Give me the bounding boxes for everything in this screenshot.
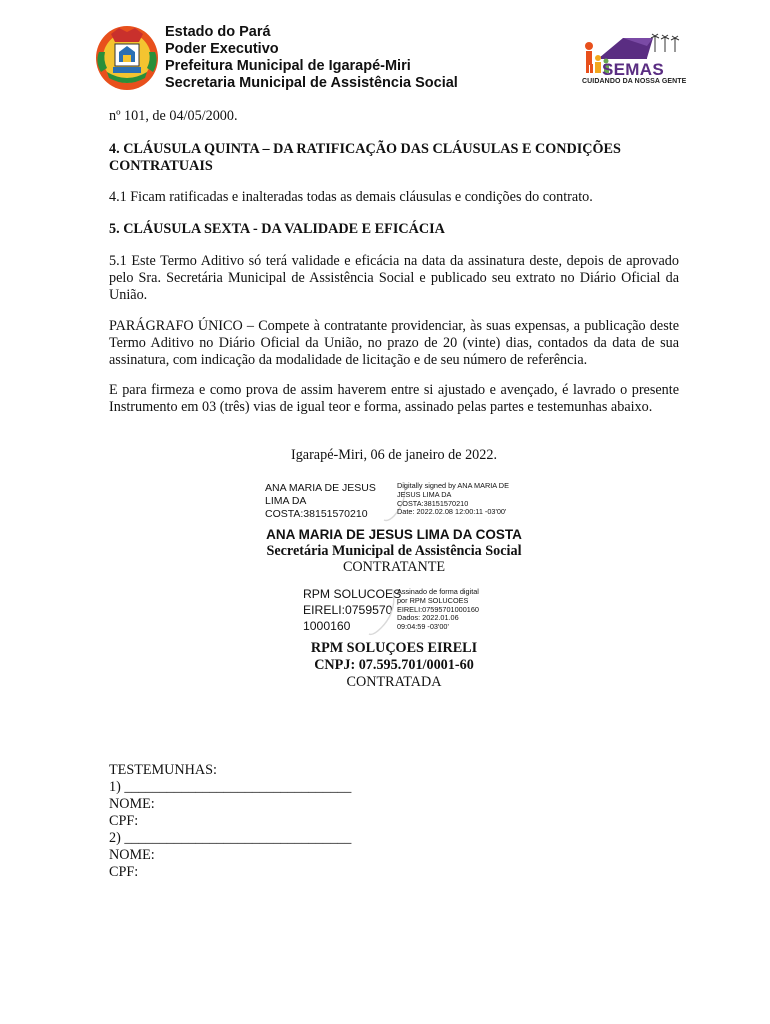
sig2-right-line: Dados: 2022.01.06 xyxy=(397,613,459,623)
witnesses-title: TESTEMUNHAS: xyxy=(109,762,217,778)
signature1-stamp-left xyxy=(265,482,395,522)
sig1-right-line: Date: 2022.02.08 12:00:11 -03'00' xyxy=(397,507,507,517)
sig2-right-line: EIRELI:07595701000160 xyxy=(397,604,479,614)
witness2-signature-line: 2) ________________________________ xyxy=(109,830,352,846)
header-line-state: Estado do Pará xyxy=(165,24,271,40)
signature2-flourish xyxy=(365,588,399,638)
sig1-right-line: JESUS LIMA DA xyxy=(397,489,452,499)
closing-paragraph: E para firmeza e como prova de assim haverem entre si ajustado e avençado, é lavrado o presente Instrumento em 03 (três) vias de igual teor e forma, assinado pelas partes e testemunhas abaixo. xyxy=(109,382,679,415)
sig2-right-line: por RPM SOLUCOES xyxy=(397,595,469,605)
sig1-right-line: Digitally signed by ANA MARIA DE xyxy=(397,481,509,490)
paragraph-unico: PARÁGRAFO ÚNICO – Compete à contratante providenciar, às suas expensas, a publicação deste Termo Aditivo no Diário Oficial da União, no prazo de 20 (vinte) dias, contados da data de sua assinatura, com indicação da modalidade de licitação e de seu número de referência. xyxy=(109,318,679,368)
section5-text: 5.1 Este Termo Aditivo só terá validade e eficácia na data da assinatura deste, depois de aprovado pelo Sra. Secretária Municipal de Assistência Social e publicado seu extrato no Diário Oficial da União. xyxy=(109,253,679,303)
sig1-left-line: ANA MARIA DE JESUS xyxy=(265,482,376,494)
signature1-stamp-right xyxy=(397,482,537,517)
header-line-city: Prefeitura Municipal de Igarapé-Miri xyxy=(165,58,411,74)
header-line-secretariat: Secretaria Municipal de Assistência Social xyxy=(165,75,458,91)
place-date: Igarapé-Miri, 06 de janeiro de 2022. xyxy=(290,447,498,463)
witness1-signature-line: 1) ________________________________ xyxy=(109,779,352,795)
sig2-right-line: 09:04:59 -03'00' xyxy=(397,622,449,632)
sig1-left-line: COSTA:38151570210 xyxy=(265,508,368,521)
witness2-cpf-label: CPF: xyxy=(109,864,139,880)
signature2-name: RPM SOLUÇOES EIRELI xyxy=(310,640,478,656)
signature1-role: Secretária Municipal de Assistência Social xyxy=(266,543,522,559)
semas-logo-text: SEMAS xyxy=(602,60,664,79)
signature2-stamp-right xyxy=(397,588,507,632)
sig2-left-line: RPM SOLUCOES xyxy=(303,587,402,601)
sig2-right-line: Assinado de forma digital xyxy=(397,587,479,596)
witness1-cpf-label: CPF: xyxy=(109,813,139,829)
sig1-right-line: COSTA:38151570210 xyxy=(397,498,469,508)
signature2-party: CONTRATADA xyxy=(346,674,442,690)
header-block xyxy=(165,24,458,92)
sig2-left-line: EIRELI:0759570 xyxy=(303,603,393,617)
municipal-crest-logo xyxy=(93,22,161,92)
signature2-cnpj: CNPJ: 07.595.701/0001-60 xyxy=(314,657,474,673)
header-line-power: Poder Executivo xyxy=(165,41,279,57)
signature1-party: CONTRATANTE xyxy=(342,559,446,575)
signature1-name: ANA MARIA DE JESUS LIMA DA COSTA xyxy=(266,527,522,542)
section4-text: 4.1 Ficam ratificadas e inalteradas todas as demais cláusulas e condições do contrato. xyxy=(109,189,593,205)
witness2-name-label: NOME: xyxy=(109,847,155,863)
section4-title: 4. CLÁUSULA QUINTA – DA RATIFICAÇÃO DAS CLÁUSULAS E CONDIÇÕES CONTRATUAIS xyxy=(109,141,621,174)
section5-title: 5. CLÁUSULA SEXTA - DA VALIDADE E EFICÁCIA xyxy=(109,221,445,237)
intro-line: nº 101, de 04/05/2000. xyxy=(109,108,238,124)
semas-tagline: CUIDANDO DA NOSSA GENTE xyxy=(582,78,687,85)
witness1-name-label: NOME: xyxy=(109,796,155,812)
sig2-left-line: 1000160 xyxy=(303,619,351,633)
sig1-left-line: LIMA DA xyxy=(265,495,307,508)
